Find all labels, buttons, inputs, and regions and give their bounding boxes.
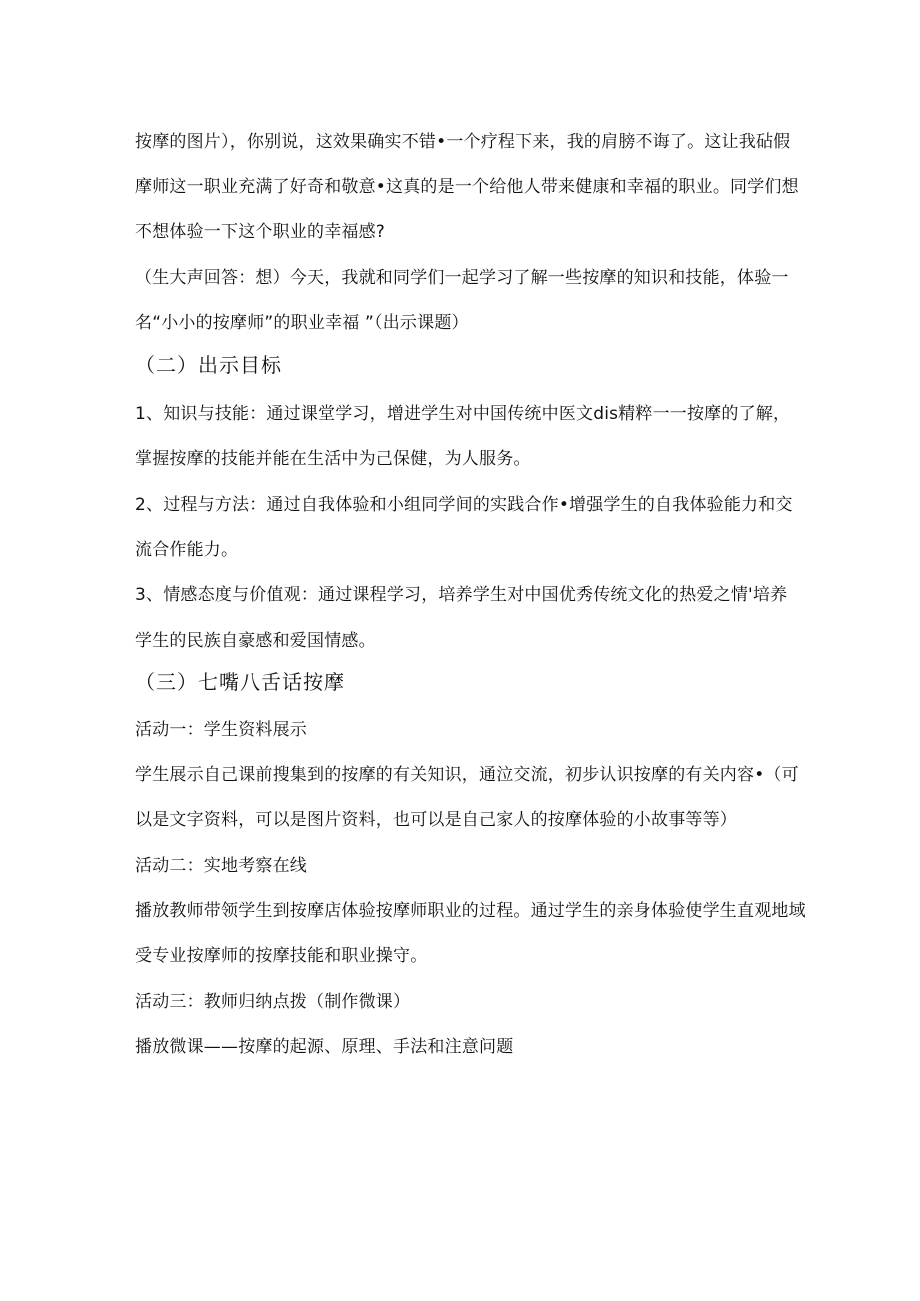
activity1-line-2: 以是文字资料，可以是图片资料，也可以是自己家人的按摩体验的小故事等等） xyxy=(135,810,737,830)
intro-line-1: 按摩的图片），你别说，这效果确实不错•一个疗程下来，我的肩膀不诲了。这让我砧假 xyxy=(135,132,791,152)
section-three-title: （三）七嘴八舌话按摩 xyxy=(135,670,345,694)
activity2-title: 活动二：实地考察在线 xyxy=(135,856,307,876)
intro-line-2: 摩师这一职业充满了好奇和敬意•这真的是一个给他人带来健康和幸福的职业。同学们想 xyxy=(135,177,799,197)
activity2-line-1: 播放教师带领学生到按摩店体验按摩师职业的过程。通过学生的亲身体验使学生直观地域 xyxy=(135,901,806,921)
goal3-line-1: 3、情感态度与价值观：通过课程学习，培养学生对中国优秀传统文化的热爱之情'培养 xyxy=(135,585,788,605)
goal2-line-1: 2、过程与方法：通过自我体验和小组同学间的实践合作•增强学生的自我体验能力和交 xyxy=(135,495,793,515)
goal1-line-2: 掌握按摩的技能并能在生活中为己保健，为人服务。 xyxy=(135,449,531,469)
intro-line-3: 不想体验一下这个职业的幸福感? xyxy=(135,222,386,242)
activity3-title: 活动三：教师归纳点拨（制作微课） xyxy=(135,992,411,1012)
goal1-line-1: 1、知识与技能：通过课堂学习，增进学生对中国传统中医文dis精粹一一按摩的了解， xyxy=(135,404,791,424)
section-two-title: （二）出示目标 xyxy=(135,353,282,377)
activity2-line-2: 受专业按摩师的按摩技能和职业操守。 xyxy=(135,946,428,966)
activity1-line-1: 学生展示自己课前搜集到的按摩的有关知识，通泣交流，初步认识按摩的有关内容•（可 xyxy=(135,765,799,785)
activity3-line-1: 播放微课——按摩的起源、原理、手法和注意问题 xyxy=(135,1037,514,1057)
goal2-line-2: 流合作能力。 xyxy=(135,540,239,560)
goal3-line-2: 学生的民族自豪感和爱国情感。 xyxy=(135,631,376,651)
answer-line-1: （生大声回答：想）今天，我就和同学们一起学习了解一些按摩的知识和技能，体验一 xyxy=(135,268,789,288)
answer-line-2: 名“小小的按摩师”的职业幸福 ”（出示课题） xyxy=(135,313,469,333)
activity1-title: 活动一：学生资料展示 xyxy=(135,720,307,740)
